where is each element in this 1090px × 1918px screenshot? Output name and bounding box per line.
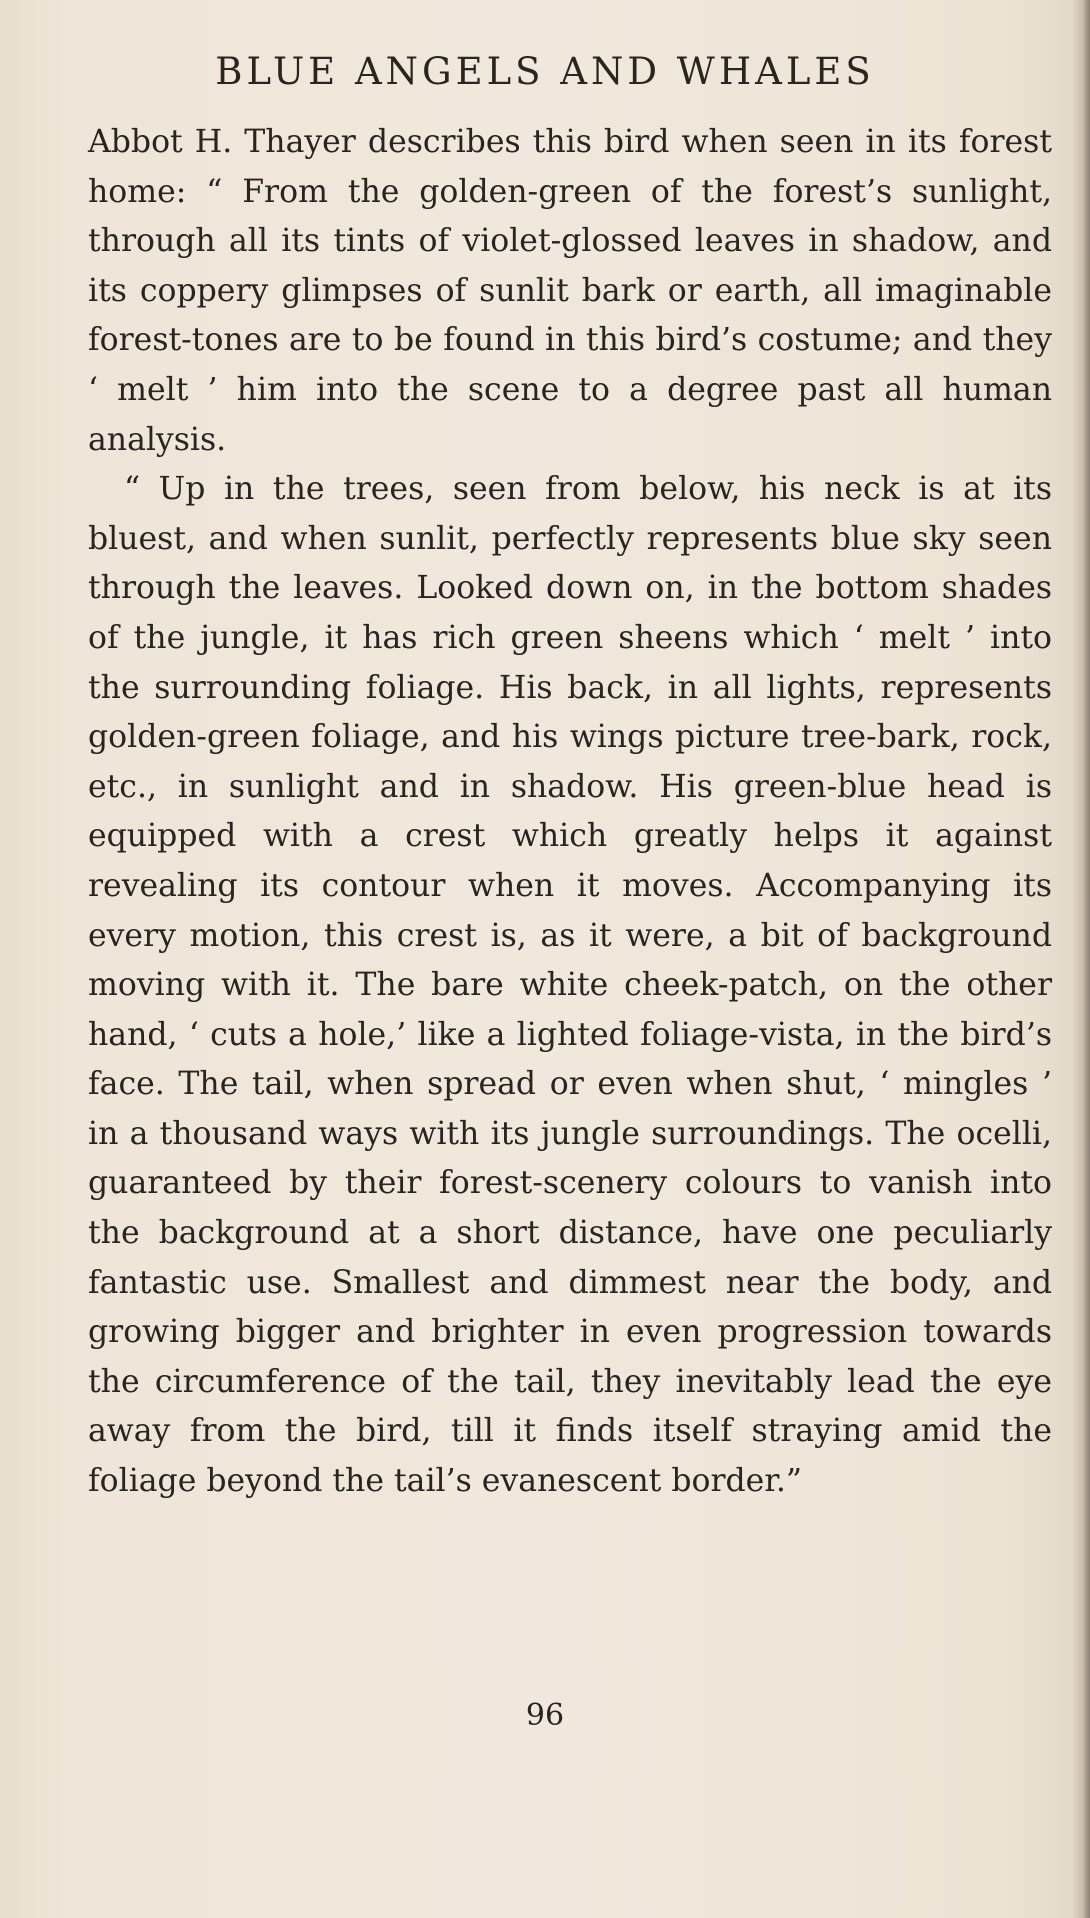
body-text <box>88 118 1052 1507</box>
page-number: 96 <box>525 1698 565 1733</box>
page-edge-shadow <box>1072 0 1090 1918</box>
paragraph-thayer-quote: “ Up in the trees, seen from below, his neck is at its bluest, and when sunlit, perfectly represents blue sky seen through the leaves. Looked down on, in the bottom shades of the jungle, it has rich green sheens which ‘ melt ’ into the surrounding foliage. His back, in all lights, represents golden-green foliage, and his wings picture tree-bark, rock, etc., in sunlight and in shadow. His green-blue head is equipped with a crest which greatly helps it against revealing its contour when it moves. Accompanying its every motion, this crest is, as it were, a bit of background moving with it. The bare white cheek-patch, on the other hand, ‘ cuts a hole,’ like a lighted foliage-vista, in the bird’s face. The tail, when spread or even when shut, ‘ mingles ’ in a thousand ways with its jungle surroundings. The ocelli, guaranteed by their forest-scenery colours to vanish into the background at a short distance, have one peculiarly fantastic use. Smallest and dimmest near the body, and growing bigger and brighter in even progression towards the circumference of the tail, they inevitably lead the eye away from the bird, till it finds itself straying amid the foliage beyond the tail’s evanescent border.” <box>88 471 1052 1500</box>
paragraph-thayer-intro: Abbot H. Thayer describes this bird when seen in its forest home: “ From the golden-green of the forest’s sunlight, through all its tints of violet-glossed leaves in shadow, and its coppery glimpses of sunlit bark or earth, all imaginable forest-tones are to be found in this bird’s costume; and they ‘ melt ’ him into the scene to a degree past all human analysis. <box>88 124 1052 458</box>
running-head: BLUE ANGELS AND WHALES <box>215 50 875 93</box>
